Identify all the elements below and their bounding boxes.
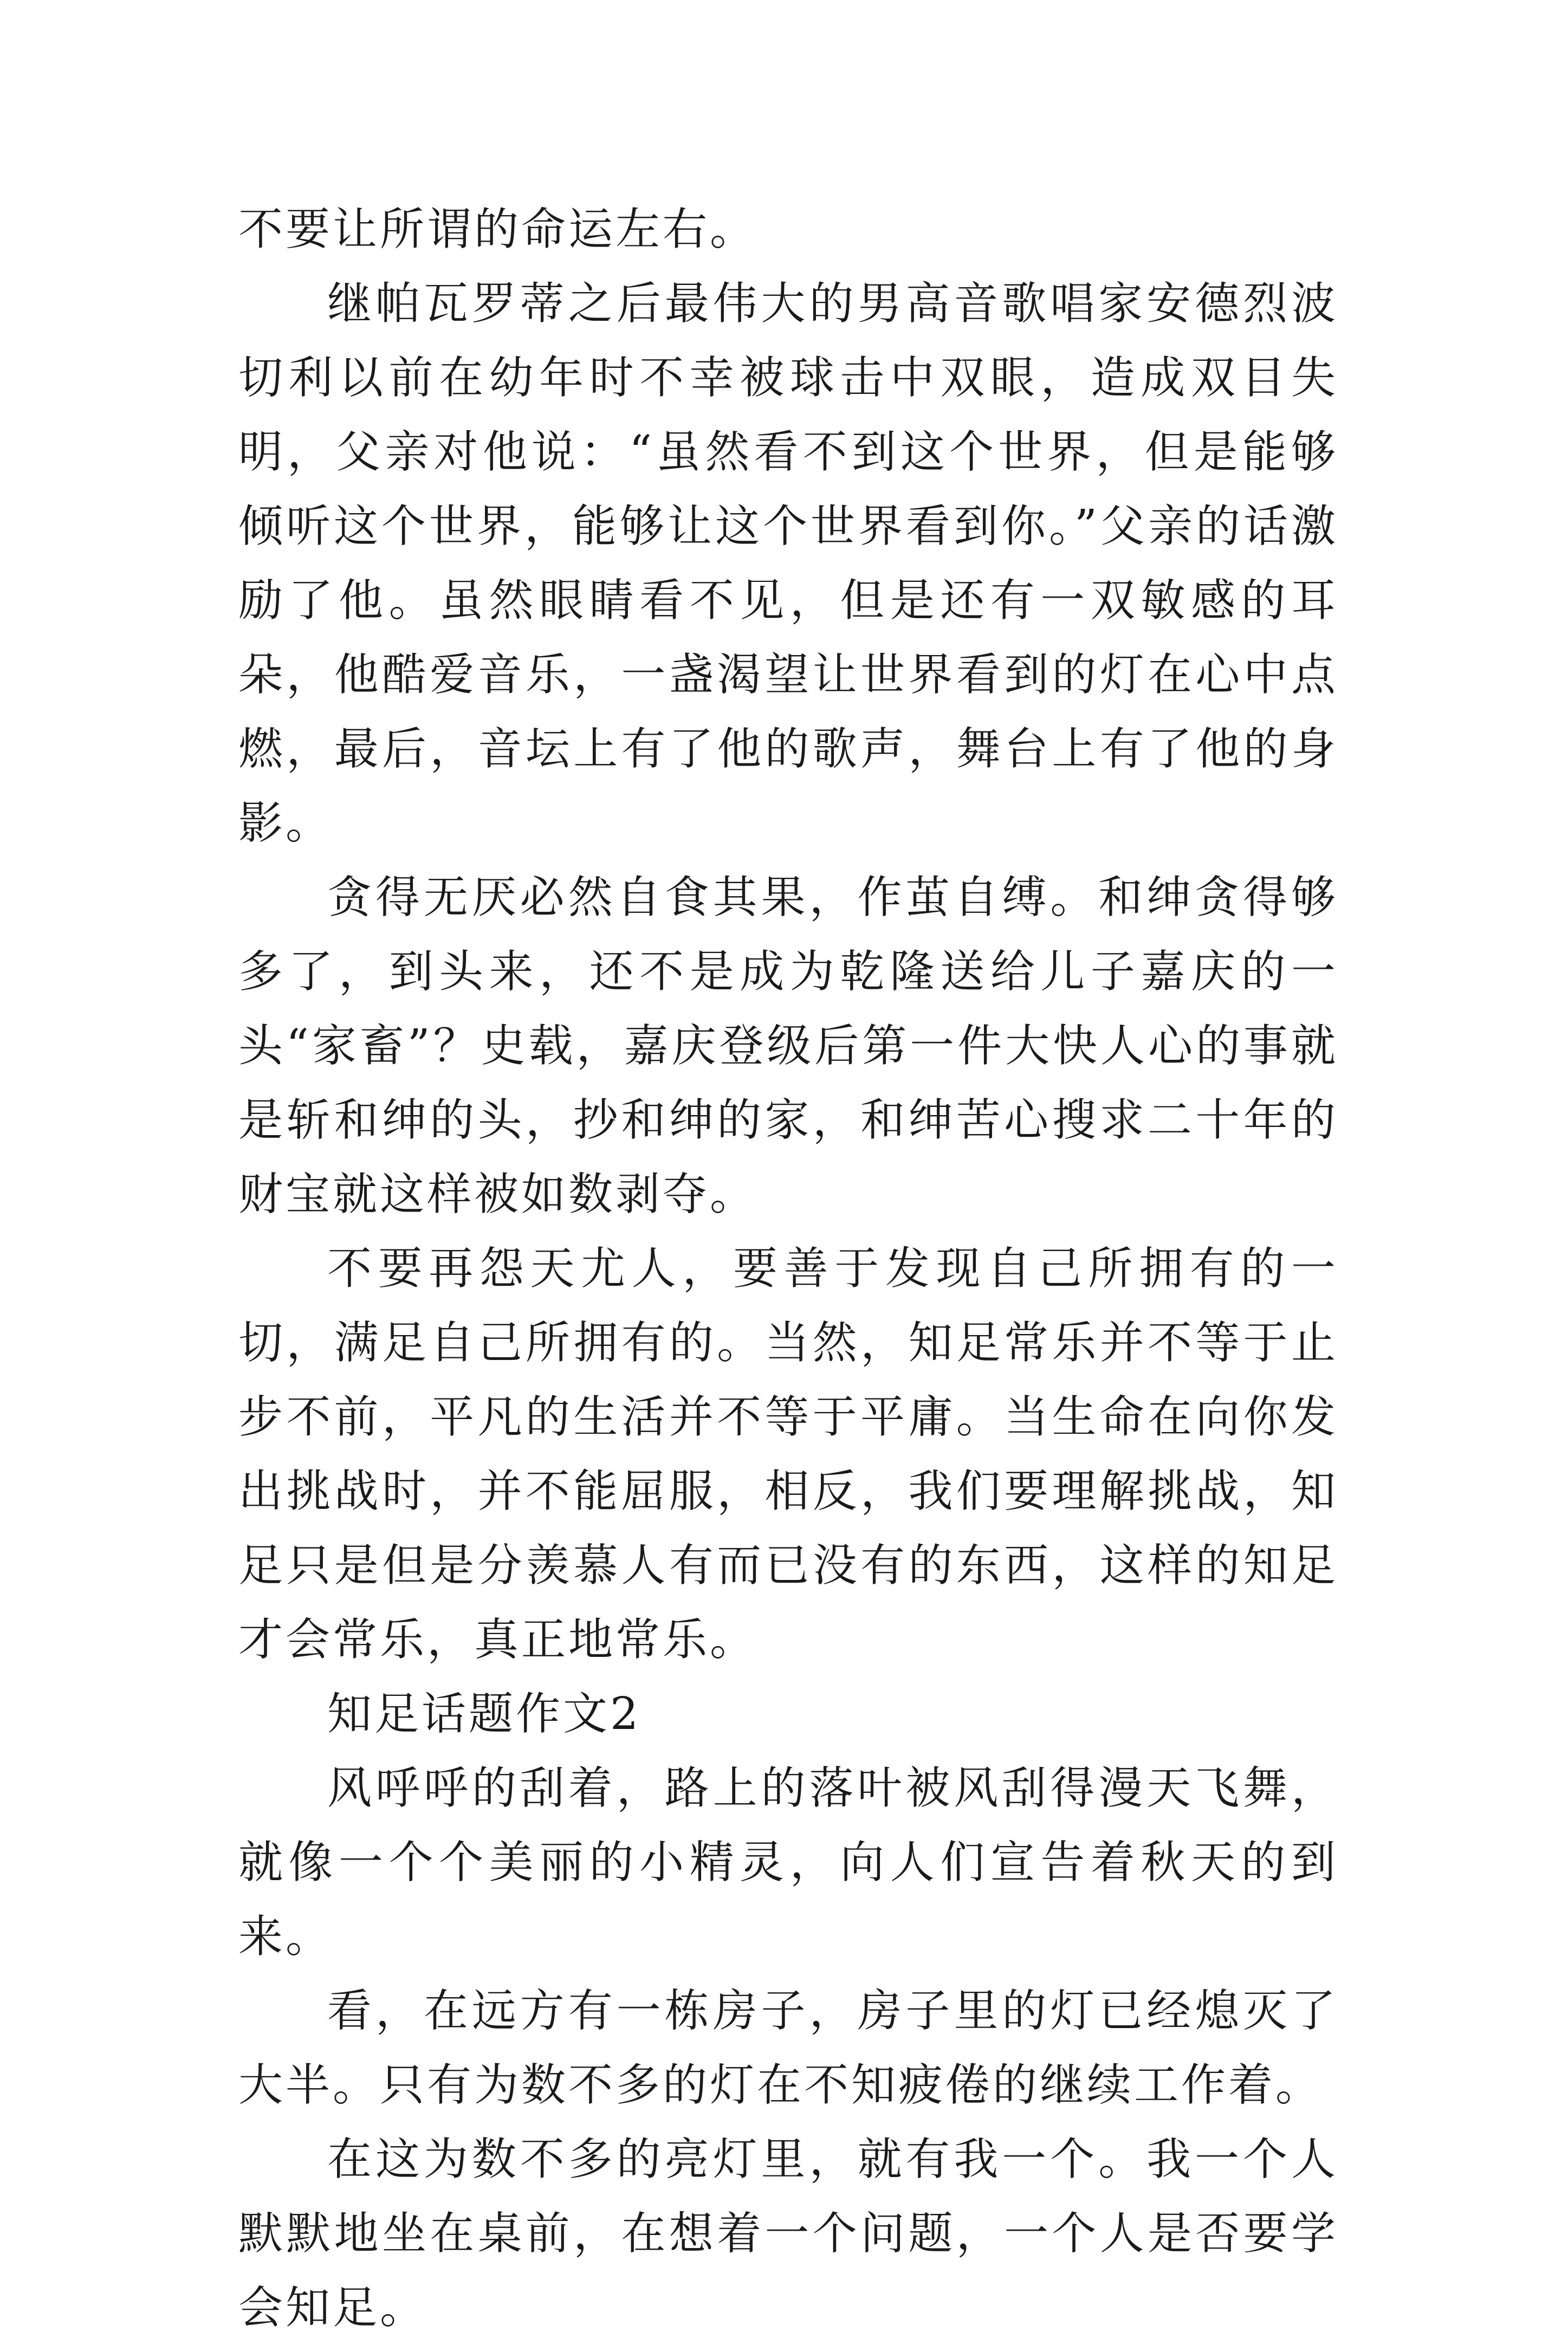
paragraph-heshen: 贪得无厌必然自食其果，作茧自缚。和绅贪得够多了，到头来，还不是成为乾隆送给儿子嘉庆的一头“家畜”？史载，嘉庆登级后第一件大快人心的事就是斩和绅的头，抄和绅的家，和绅苦心搜求二十年的财宝就这样被如数剥夺。	[238, 872, 1338, 1220]
paragraph-autumn-wind: 风呼呼的刮着，路上的落叶被风刮得漫天飞舞，就像一个个美丽的小精灵，向人们宣告着秋天的到来。	[238, 1763, 1338, 1962]
section-heading: 知足话题作文2	[327, 1688, 642, 1740]
paragraph-contentment: 不要再怨天尤人，要善于发现自己所拥有的一切，满足自己所拥有的。当然，知足常乐并不等于止步不前，平凡的生活并不等于平庸。当生命在向你发出挑战时，并不能屈服，相反，我们要理解挑战，知足只是但是分羡慕人有而已没有的东西，这样的知足才会常乐，真正地常乐。	[238, 1243, 1338, 1666]
paragraph-bocelli: 继帕瓦罗蒂之后最伟大的男高音歌唱家安德烈波切利以前在幼年时不幸被球击中双眼，造成双目失明，父亲对他说：“虽然看不到这个世界，但是能够倾听这个世界，能够让这个世界看到你。”父亲的话激励了他。虽然眼睛看不见，但是还有一双敏感的耳朵，他酷爱音乐，一盏渴望让世界看到的灯在心中点燃，最后，音坛上有了他的歌声，舞台上有了他的身影。	[238, 278, 1338, 849]
document-body	[238, 192, 1338, 2345]
paragraph-continuation: 不要让所谓的命运左右。	[238, 204, 757, 255]
paragraph-house-lights: 看，在远方有一栋房子，房子里的灯已经熄灭了大半。只有为数不多的灯在不知疲倦的继续工作着。	[238, 1985, 1338, 2111]
paragraph-my-lamp: 在这为数不多的亮灯里，就有我一个。我一个人默默地坐在桌前，在想着一个问题，一个人是否要学会知足。	[238, 2134, 1338, 2334]
